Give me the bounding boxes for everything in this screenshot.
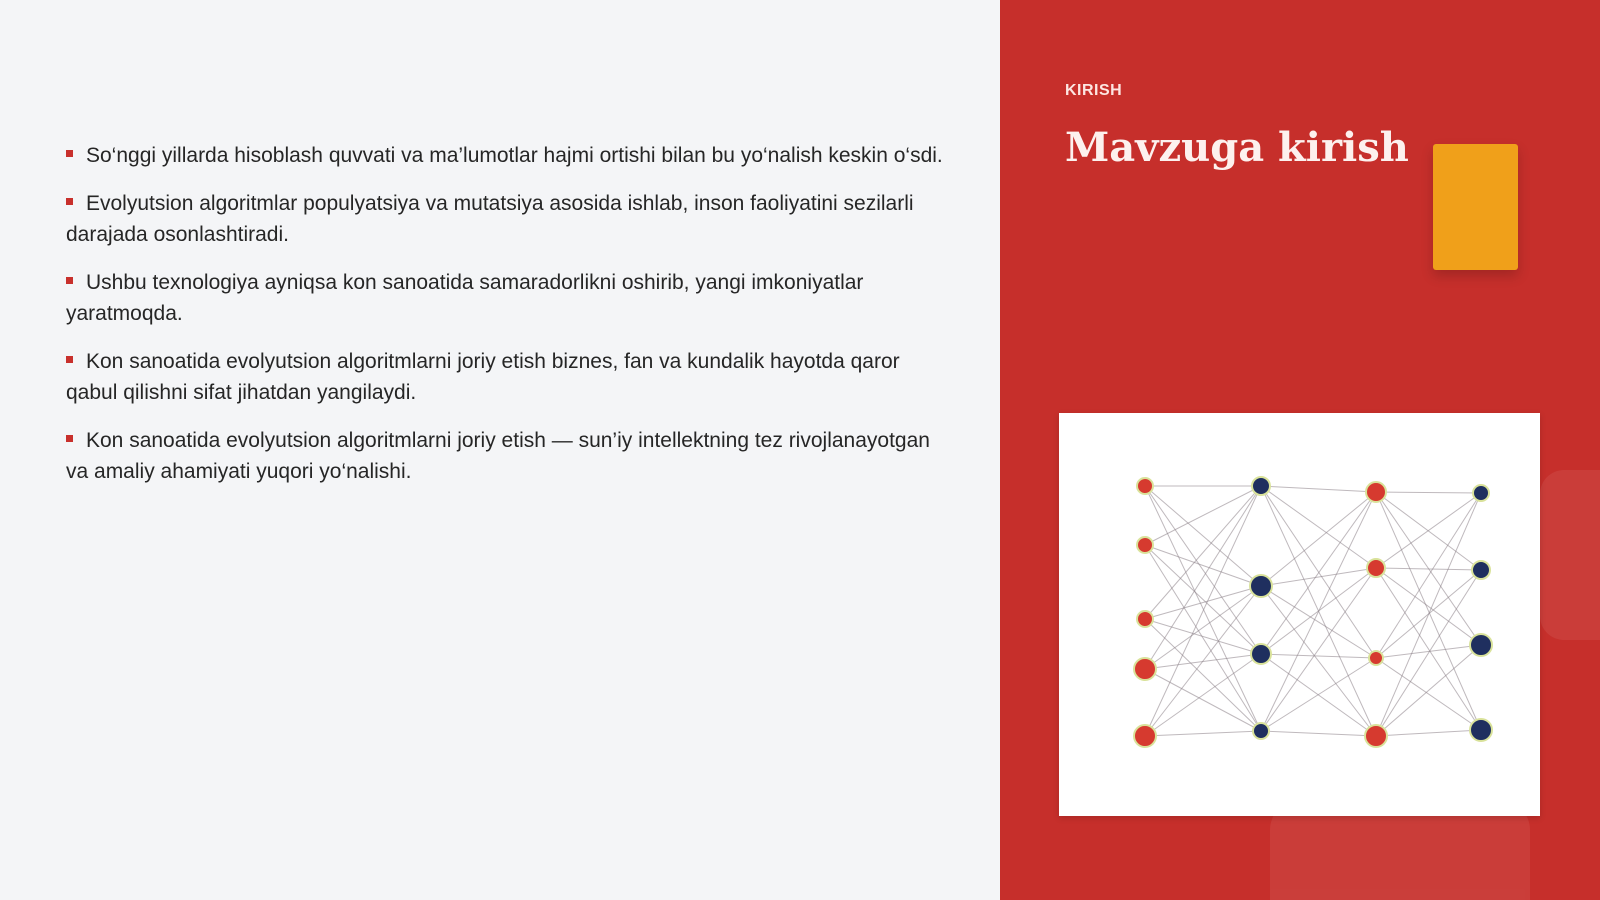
- network-node: [1137, 537, 1153, 553]
- network-edges: [1145, 486, 1481, 736]
- network-edge: [1376, 493, 1481, 736]
- network-edge: [1261, 486, 1376, 492]
- network-node: [1366, 482, 1386, 502]
- section-label: KIRISH: [1065, 82, 1123, 99]
- bullet-text: Kon sanoatida evolyutsion algoritmlarni joriy etish biznes, fan va kundalik hayotda qaror qabul qilishni sifat jihatdan yangilaydi.: [66, 350, 900, 404]
- decorative-shape: [1540, 470, 1600, 640]
- network-node: [1367, 559, 1385, 577]
- network-edge: [1145, 586, 1261, 619]
- network-node: [1253, 723, 1269, 739]
- neural-network-image: [1059, 413, 1540, 816]
- network-edge: [1261, 492, 1376, 654]
- network-edge: [1145, 731, 1261, 736]
- bullet-marker-icon: [66, 277, 73, 284]
- network-edge: [1376, 568, 1481, 730]
- title-panel: [1000, 0, 1600, 900]
- network-node: [1251, 644, 1271, 664]
- network-node: [1134, 658, 1156, 680]
- bullet-item: [66, 188, 946, 250]
- network-node: [1473, 485, 1489, 501]
- network-node: [1250, 575, 1272, 597]
- network-edge: [1145, 669, 1261, 731]
- network-edge: [1145, 619, 1261, 654]
- network-edge: [1145, 545, 1261, 586]
- network-edge: [1376, 570, 1481, 736]
- accent-block: [1433, 144, 1518, 270]
- bullet-item: [66, 425, 946, 487]
- bullet-list: [66, 140, 946, 504]
- bullet-item: [66, 346, 946, 408]
- slide-title: Mavzuga kirish: [1065, 124, 1409, 171]
- network-edge: [1261, 731, 1376, 736]
- network-node: [1470, 634, 1492, 656]
- network-node: [1134, 725, 1156, 747]
- network-node: [1369, 651, 1383, 665]
- bullet-item: [66, 267, 946, 329]
- bullet-marker-icon: [66, 150, 73, 157]
- network-node: [1470, 719, 1492, 741]
- network-edge: [1145, 486, 1261, 669]
- bullet-marker-icon: [66, 435, 73, 442]
- network-edge: [1261, 568, 1376, 586]
- network-node: [1137, 611, 1153, 627]
- network-edge: [1261, 654, 1376, 658]
- network-edge: [1145, 486, 1261, 654]
- network-edge: [1261, 586, 1376, 736]
- network-edge: [1261, 568, 1376, 731]
- bullet-text: Ushbu texnologiya ayniqsa kon sanoatida samaradorlikni oshirib, yangi imkoniyatlar yaratmoqda.: [66, 271, 864, 325]
- network-node: [1137, 478, 1153, 494]
- network-edge: [1261, 586, 1376, 658]
- bullet-text: So‘nggi yillarda hisoblash quvvati va ma’lumotlar hajmi ortishi bilan bu yo‘nalish keskin o‘sdi.: [86, 144, 943, 167]
- bullet-item: [66, 140, 946, 171]
- bullet-text: Kon sanoatida evolyutsion algoritmlarni joriy etish — sun’iy intellektning tez rivojlanayotgan va amaliy ahamiyati yuqori yo‘nalishi.: [66, 429, 930, 483]
- neural-network-illustration-icon: [1059, 413, 1540, 816]
- network-node: [1252, 477, 1270, 495]
- bullet-marker-icon: [66, 198, 73, 205]
- network-node: [1472, 561, 1490, 579]
- network-edge: [1376, 730, 1481, 736]
- network-edge: [1376, 645, 1481, 658]
- bullet-marker-icon: [66, 356, 73, 363]
- network-edge: [1376, 645, 1481, 736]
- network-node: [1365, 725, 1387, 747]
- network-edge: [1376, 492, 1481, 493]
- bullet-text: Evolyutsion algoritmlar populyatsiya va mutatsiya asosida ishlab, inson faoliyatini sezilarli darajada osonlashtiradi.: [66, 192, 914, 246]
